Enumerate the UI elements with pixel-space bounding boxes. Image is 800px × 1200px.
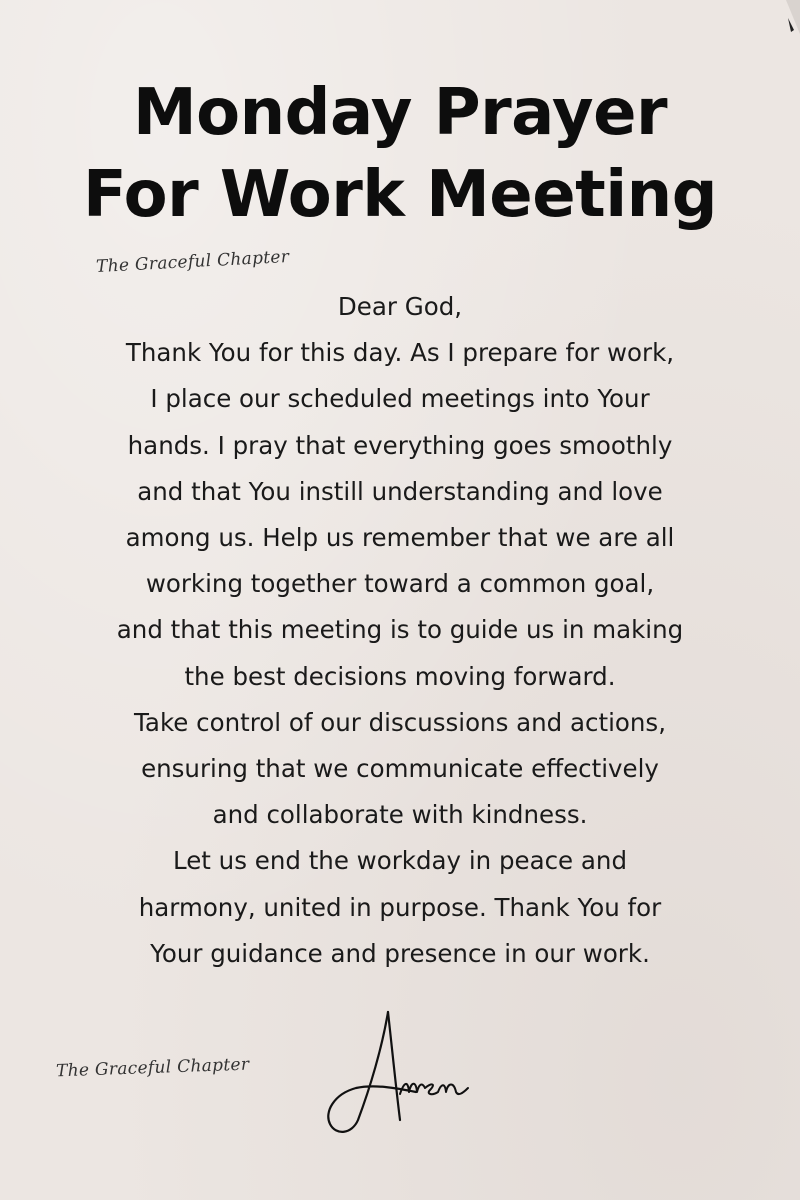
prayer-line: Your guidance and presence in our work. (150, 938, 650, 968)
page-title (0, 72, 800, 236)
prayer-line: Thank You for this day. As I prepare for work, (125, 338, 675, 368)
prayer-line: Let us end the workday in peace and (172, 846, 628, 876)
title-line-2: For Work Meeting (82, 158, 718, 232)
watermark-bottom: The Graceful Chapter (55, 1054, 250, 1082)
prayer-line: and that this meeting is to guide us in making (116, 615, 684, 645)
title-line-1: Monday Prayer (132, 76, 668, 150)
prayer-line: harmony, united in purpose. Thank You for (138, 892, 662, 922)
prayer-line: working together toward a common goal, (145, 569, 655, 599)
prayer-text (40, 284, 760, 977)
amen-signature (322, 1008, 492, 1138)
prayer-line: among us. Help us remember that we are all (125, 523, 675, 553)
prayer-line: ensuring that we communicate effectively (141, 754, 659, 784)
watermark-top: The Graceful Chapter (95, 246, 290, 278)
page-corner-decoration (782, 0, 800, 40)
prayer-line: hands. I pray that everything goes smoothly (127, 430, 673, 460)
prayer-line: Take control of our discussions and actions, (134, 707, 666, 737)
prayer-line: the best decisions moving forward. (184, 661, 616, 691)
prayer-line: Dear God, (337, 292, 463, 321)
prayer-line: and collaborate with kindness. (212, 800, 588, 830)
prayer-line: and that You instill understanding and love (137, 476, 663, 506)
prayer-line: I place our scheduled meetings into Your (150, 384, 650, 414)
